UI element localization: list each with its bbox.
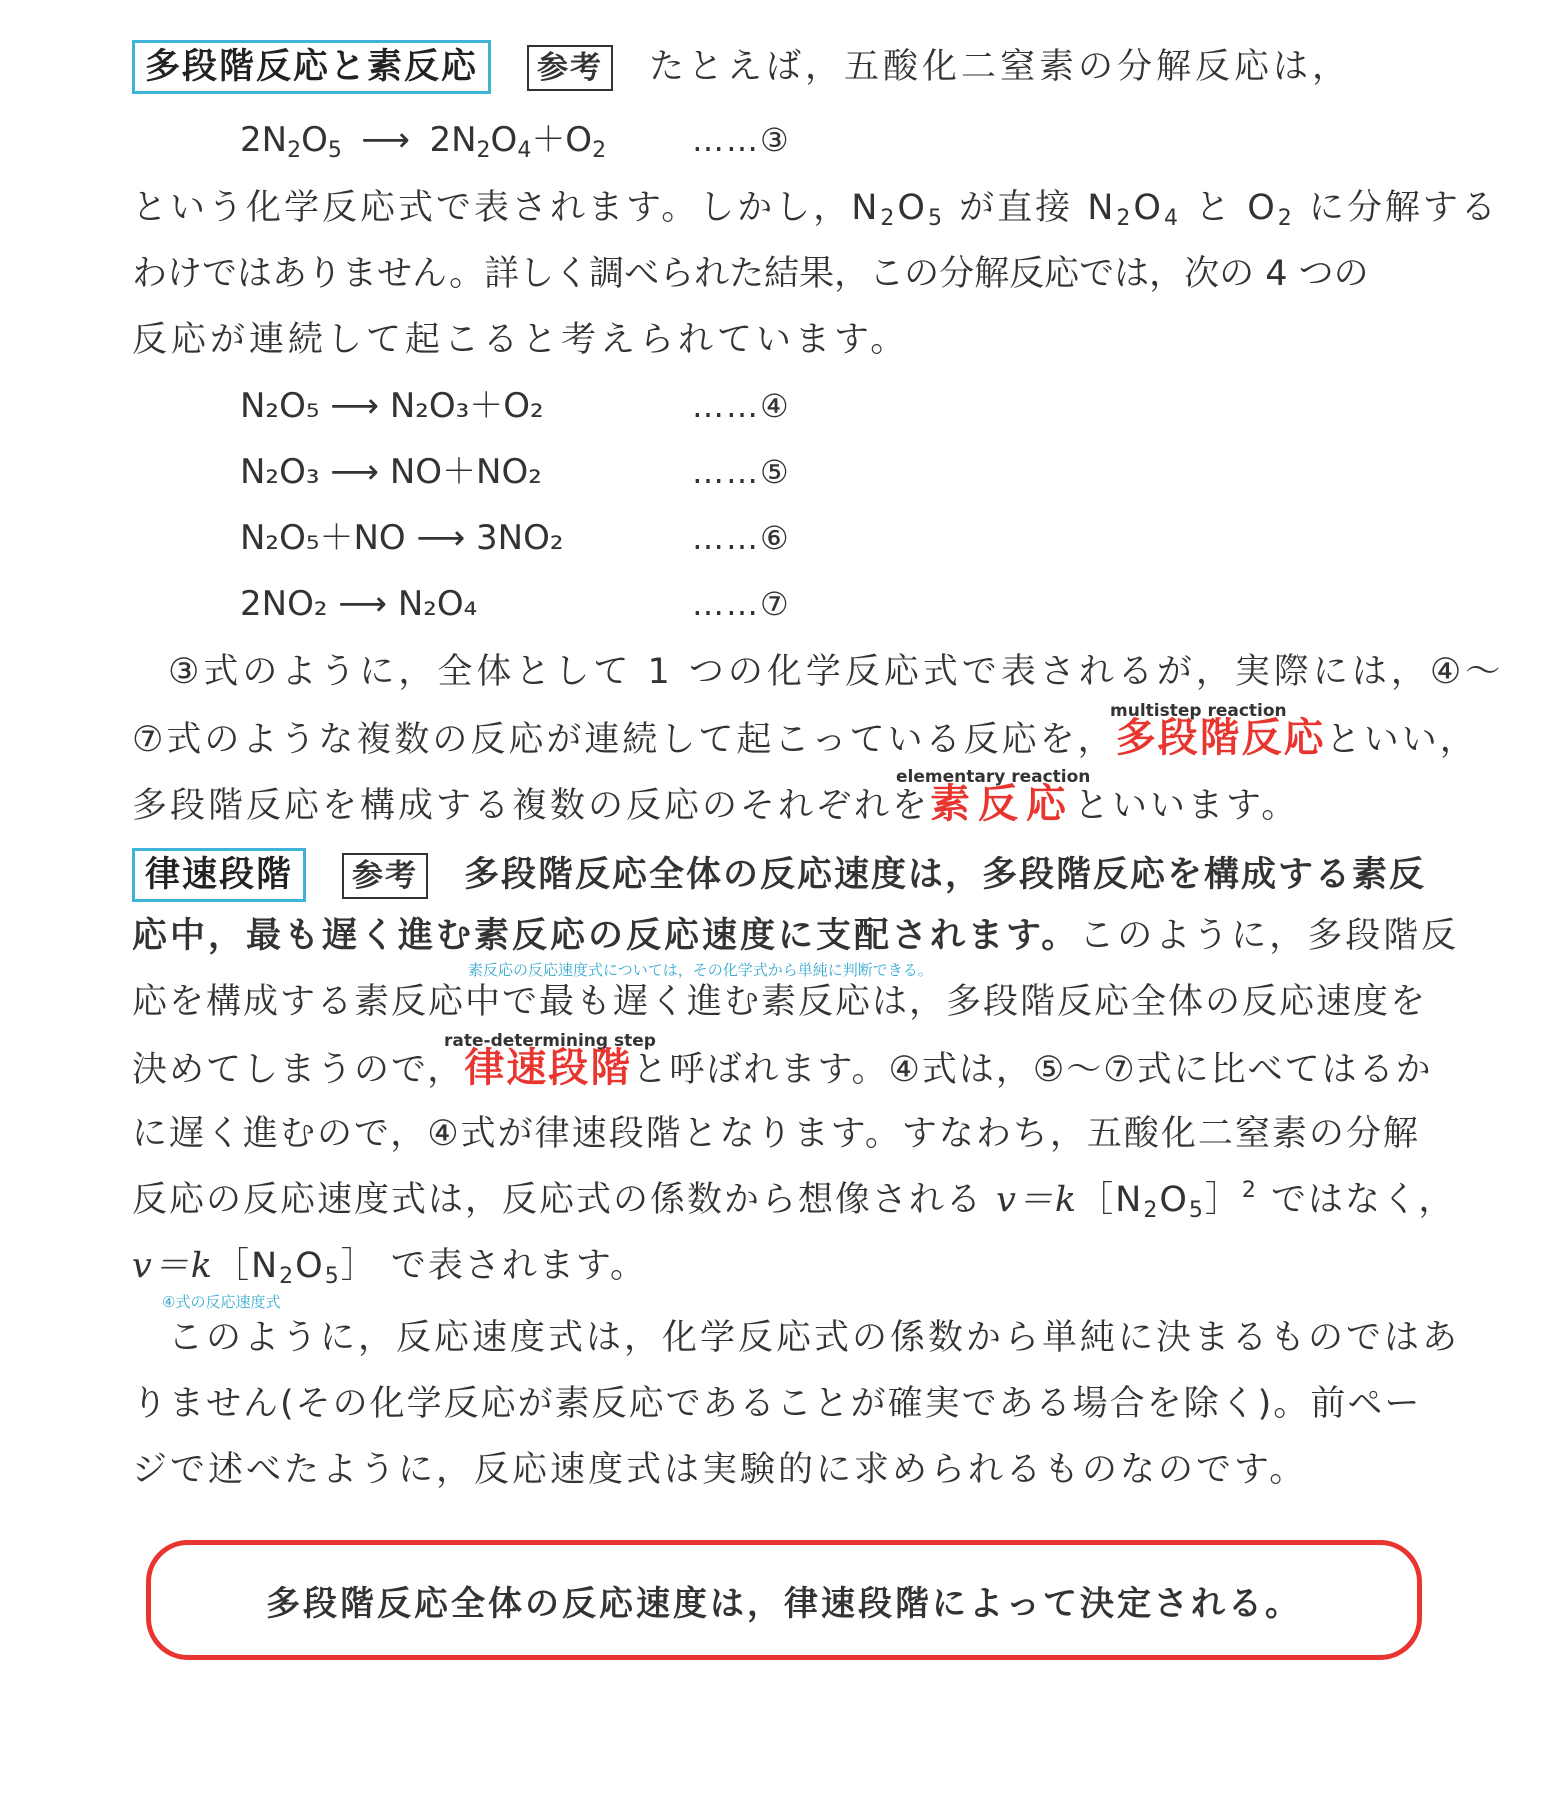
paragraph-4-line-3: ジで述べたように，反応速度式は実験的に求められるものなのです。 — [132, 1450, 1308, 1490]
paragraph-2-line-3: 多段階反応を構成する複数の反応のそれぞれを素反応といいます。 — [132, 781, 1300, 827]
equation-6: N₂O₅＋NO ⟶ 3NO₂ — [240, 518, 564, 558]
term-multistep-reaction: 多段階反応 — [1115, 715, 1326, 761]
paragraph-1-line-1: という化学反応式で表されます。しかし，$N_2O_5$ が直接 $N_2O_4$ と $O_2$ に分解する — [132, 188, 1499, 231]
reference-label: 参考 — [527, 45, 613, 91]
paragraph-4-line-2: りません(その化学反応が素反応であることが確実である場合を除く)。前ペー — [132, 1384, 1422, 1424]
paragraph-3-line-3: 応を構成する素反応中で最も遅く進む素反応は，多段階反応全体の反応速度を — [132, 982, 1428, 1022]
section-heading-row — [132, 40, 1432, 94]
paragraph-3-line-6: 反応の反応速度式は，反応式の係数から想像される $v=k[N_2O_5]^2$ ではなく， — [132, 1178, 1456, 1223]
paragraph-3-line-7: $v=k[N_2O_5]$ で表されます。 — [132, 1246, 648, 1289]
section-heading-rds-row: 律速段階 参考 多段階反応全体の反応速度は，多段階反応を構成する素反 — [132, 848, 1432, 902]
paragraph-4-line-1: このように，反応速度式は，化学反応式の係数から単純に決まるものではあ — [168, 1318, 1461, 1358]
reference-label-2: 参考 — [342, 853, 428, 899]
summary-text: 多段階反応全体の反応速度は，律速段階によって決定される。 — [266, 1583, 1302, 1624]
equation-7-number: ……⑦ — [692, 585, 791, 623]
equation-6-number: ……⑥ — [692, 519, 791, 557]
equation-4: N₂O₅ ⟶ N₂O₃＋O₂ — [240, 386, 544, 426]
equation-7: 2NO₂ ⟶ N₂O₄ — [240, 584, 478, 624]
term-elementary-reaction: 素反応 — [930, 781, 1075, 827]
note-eq4-rate-law: ④式の反応速度式 — [162, 1293, 281, 1311]
equation-4-number: ……④ — [692, 387, 791, 425]
heading-multistep: 多段階反応と素反応 — [132, 40, 491, 94]
note-elementary-rate-law: 素反応の反応速度式については，その化学式から単純に判断できる。 — [468, 961, 933, 979]
paragraph-1-line-3: 反応が連続して起こると考えられています。 — [132, 320, 910, 360]
paragraph-3-line-5: に遅く進むので，④式が律速段階となります。すなわち，五酸化二窒素の分解 — [132, 1114, 1420, 1154]
term-rate-determining-step: 律速段階 — [464, 1045, 633, 1091]
equation-3-number: ……③ — [692, 121, 791, 159]
equation-5-number: ……⑤ — [692, 453, 791, 491]
ruby-rds: rate-determining step — [444, 1031, 656, 1051]
ruby-elementary: elementary reaction — [896, 767, 1091, 787]
heading-rds: 律速段階 — [132, 848, 306, 902]
ruby-multistep: multistep reaction — [1110, 701, 1287, 721]
paragraph-3-line-2: 応中，最も遅く進む素反応の反応速度に支配されます。このように，多段階反 — [132, 916, 1460, 956]
paragraph-3-line-4: 決めてしまうので，律速段階と呼ばれます。④式は，⑤〜⑦式に比べてはるか — [132, 1045, 1433, 1091]
intro-text: たとえば，五酸化二窒素の分解反応は， — [649, 47, 1352, 87]
equation-3: $2N_2O_5$ ⟶ $2N_2O_4+O_2$ — [240, 120, 607, 163]
paragraph-2-line-1: ③式のように，全体として 1 つの化学反応式で表されるが，実際には，④〜 — [168, 652, 1505, 692]
equation-5: N₂O₃ ⟶ NO＋NO₂ — [240, 452, 542, 492]
summary-box — [146, 1540, 1422, 1660]
paragraph-2-line-2: ⑦式のような複数の反応が連続して起こっている反応を，多段階反応といい， — [132, 715, 1478, 761]
paragraph-1-line-2: わけではありません。詳しく調べられた結果，この分解反応では，次の 4 つの — [132, 254, 1369, 294]
